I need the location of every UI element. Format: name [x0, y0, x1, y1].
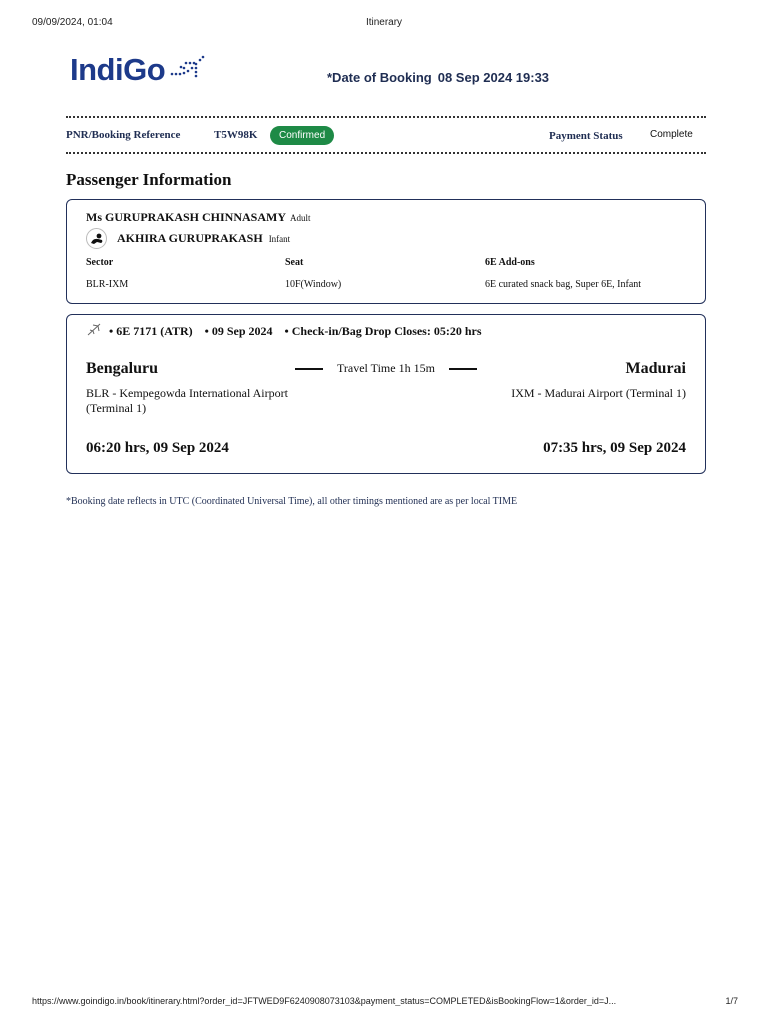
flight-card [66, 314, 706, 474]
page-url: https://www.goindigo.in/book/itinerary.html?order_id=JFTWED9F6240908073103&payment_status=COMPLETED&isBookingFlow=1&order_id=J... [32, 996, 617, 1006]
plane-icon [87, 323, 101, 337]
seat-value: 10F(Window) [285, 279, 342, 290]
travel-time [295, 361, 495, 376]
departure-time: 06:20 hrs, 09 Sep 2024 [86, 440, 229, 456]
indigo-logo [70, 52, 205, 88]
passenger-card [66, 199, 706, 304]
travel-time-text: Travel Time 1h 15m [337, 361, 435, 375]
payment-status-value: Complete [650, 129, 693, 140]
print-header [32, 17, 736, 31]
print-title: Itinerary [365, 17, 403, 28]
logo-text: IndiGo [70, 52, 166, 87]
destination-city: Madurai [625, 360, 686, 377]
travel-dash-right [449, 368, 477, 370]
booking-date-label: *Date of Booking [327, 70, 432, 85]
flight-summary [87, 324, 482, 339]
infant-row [86, 228, 290, 249]
sector-header: Sector [86, 257, 114, 268]
origin-city: Bengaluru [86, 360, 159, 377]
origin-airport: BLR - Kempegowda International Airport (Terminal 1) [86, 386, 288, 415]
passenger-type: Adult [290, 213, 311, 223]
baby-icon [86, 228, 107, 249]
payment-status-label: Payment Status [549, 130, 623, 142]
status-badge: Confirmed [270, 126, 334, 145]
section-title: Passenger Information [66, 170, 232, 189]
addons-value: 6E curated snack bag, Super 6E, Infant [485, 279, 642, 290]
divider-bottom [66, 152, 706, 154]
booking-date [327, 70, 549, 85]
page-number: 1/7 [725, 996, 738, 1006]
seat-header: Seat [285, 257, 304, 268]
plane-logo-icon [169, 54, 205, 80]
pnr-row [66, 126, 706, 146]
print-footer [32, 996, 738, 1010]
divider-top [66, 116, 706, 118]
passenger-name: Ms GURUPRAKASH CHINNASAMY [86, 210, 286, 224]
infant-name: AKHIRA GURUPRAKASH [117, 231, 263, 245]
pnr-label: PNR/Booking Reference [66, 129, 181, 141]
infant-type: Infant [268, 233, 291, 244]
booking-date-value: 08 Sep 2024 19:33 [437, 70, 550, 85]
sector-value: BLR-IXM [86, 279, 129, 290]
print-datetime: 09/09/2024, 01:04 [32, 17, 113, 28]
arrival-time: 07:35 hrs, 09 Sep 2024 [543, 440, 686, 456]
travel-dash-left [295, 368, 323, 370]
destination-airport: IXM - Madurai Airport (Terminal 1) [511, 386, 686, 400]
addons-header: 6E Add-ons [485, 257, 535, 268]
pnr-value: T5W98K [214, 129, 258, 141]
flight-number: • 6E 7171 (ATR) [109, 324, 193, 338]
passenger-row [86, 210, 311, 225]
flight-date: • 09 Sep 2024 [204, 324, 273, 338]
checkin-close: • Check-in/Bag Drop Closes: 05:20 hrs [284, 324, 482, 338]
footnote: *Booking date reflects in UTC (Coordinated Universal Time), all other timings mentioned are as per local TIME [66, 496, 518, 507]
